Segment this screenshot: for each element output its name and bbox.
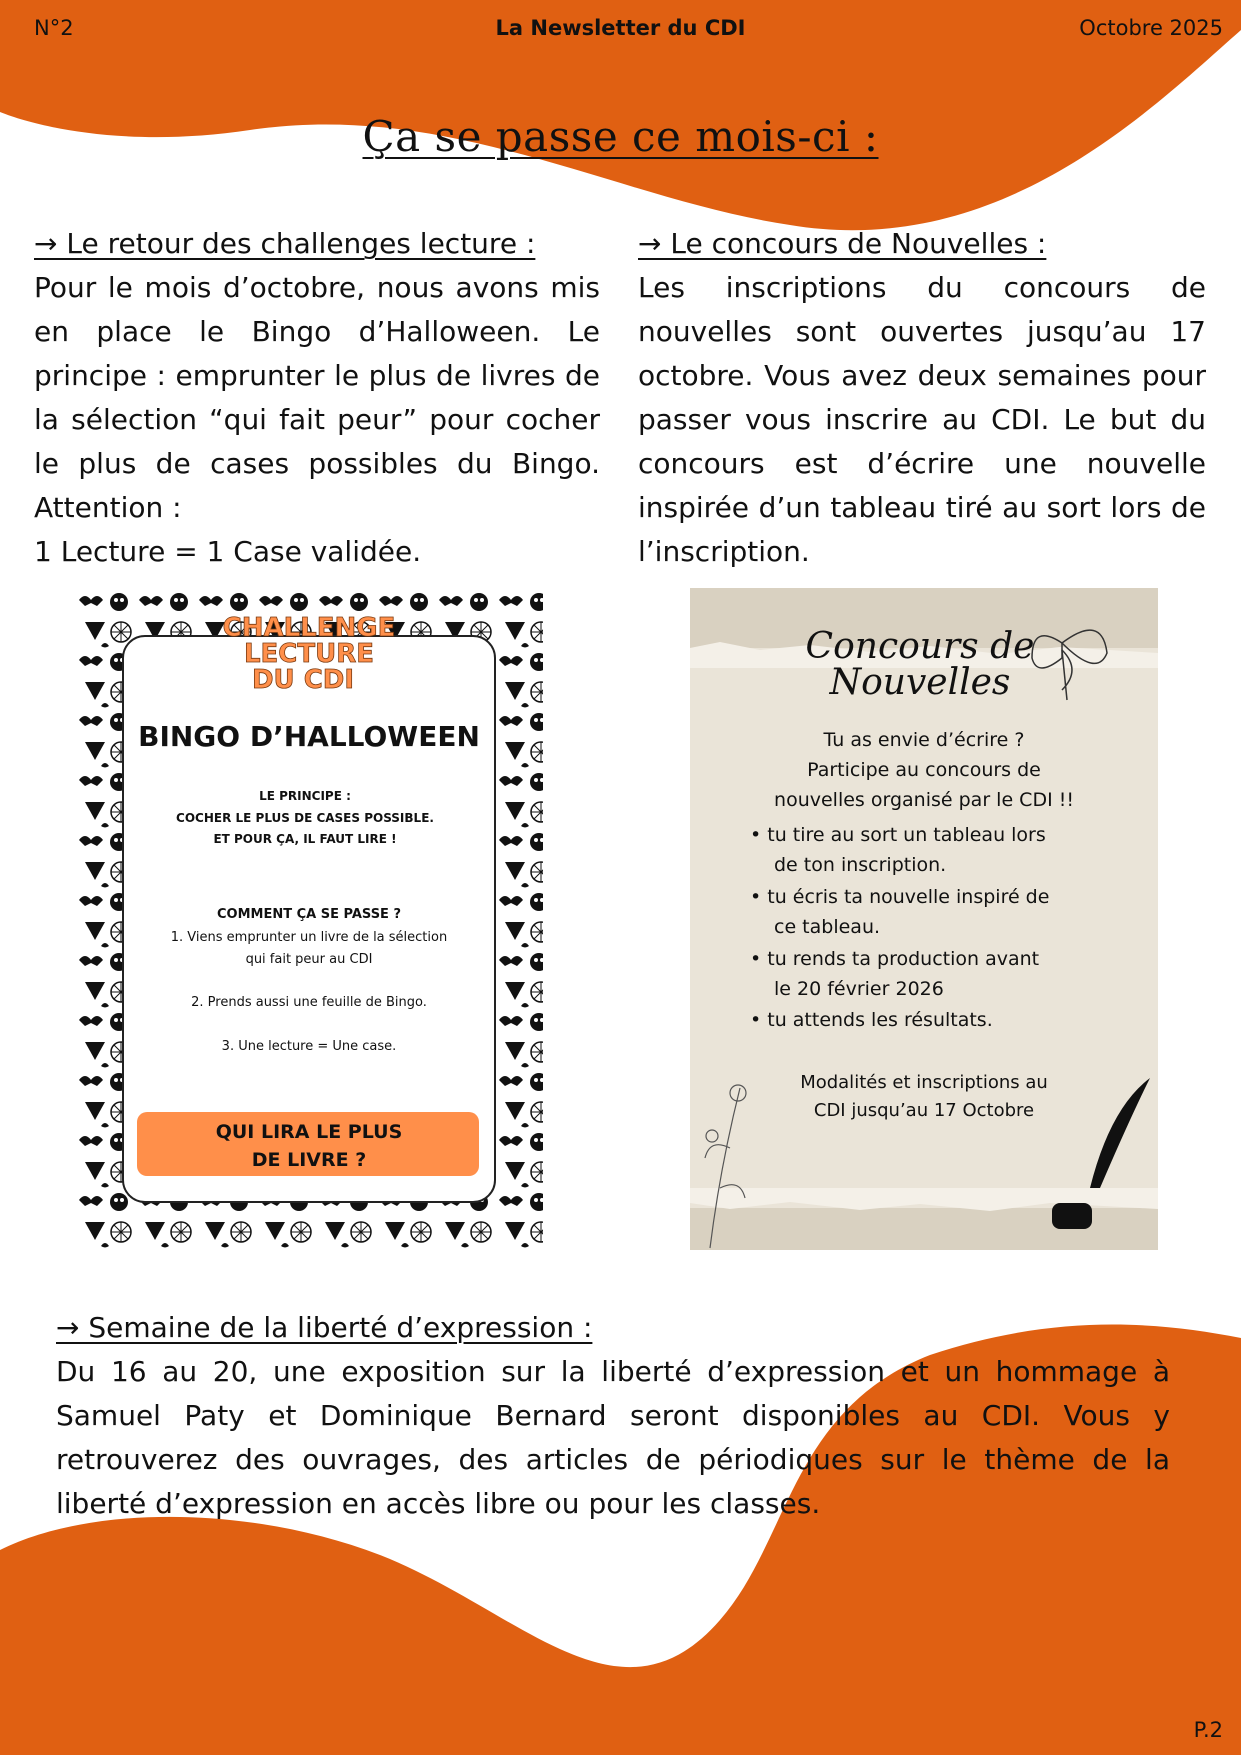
liberte-section xyxy=(56,1306,1170,1526)
challenges-rule: 1 Lecture = 1 Case validée. xyxy=(34,535,422,568)
bingo-badge-line: CHALLENGE xyxy=(222,613,396,643)
bingo-badge-line: LECTURE xyxy=(243,639,375,669)
bingo-badge-line: DU CDI xyxy=(251,665,355,695)
nouvelles-poster xyxy=(690,588,1158,1250)
concours-section xyxy=(638,222,1206,574)
bingo-step: 1. Viens emprunter un livre de la sélection xyxy=(170,930,448,945)
issue-date: Octobre 2025 xyxy=(1079,16,1223,40)
nouvelles-poster-art xyxy=(690,588,1158,1250)
bingo-principle-line: COCHER LE PLUS DE CASES POSSIBLE. xyxy=(176,811,434,825)
bingo-principle-line: ET POUR ÇA, IL FAUT LIRE ! xyxy=(213,832,397,846)
nouvelles-bullet: • tu rends ta production avant xyxy=(750,948,1040,970)
nouvelles-bullet: • tu écris ta nouvelle inspiré de xyxy=(750,886,1050,908)
page-title: Ça se passe ce mois-ci : xyxy=(362,112,879,161)
page-number: P.2 xyxy=(1193,1718,1223,1742)
nouvelles-bullet: de ton inscription. xyxy=(774,854,947,876)
nouvelles-bullet: le 20 février 2026 xyxy=(774,978,944,1000)
nouvelles-bullet: • tu tire au sort un tableau lors xyxy=(750,824,1046,846)
bingo-title: BINGO D’HALLOWEEN xyxy=(138,720,480,753)
bingo-step: 2. Prends aussi une feuille de Bingo. xyxy=(191,995,427,1010)
issue-number: N°2 xyxy=(34,16,74,40)
concours-heading: → Le concours de Nouvelles : xyxy=(638,227,1047,260)
liberte-heading: → Semaine de la liberté d’expression : xyxy=(56,1311,593,1344)
bingo-step: 3. Une lecture = Une case. xyxy=(221,1039,397,1054)
nouvelles-title-line: Concours de xyxy=(805,626,1035,667)
nouvelles-intro-line: Tu as envie d’écrire ? xyxy=(823,729,1025,751)
nouvelles-intro-line: Participe au concours de xyxy=(807,759,1041,781)
bingo-step: qui fait peur au CDI xyxy=(245,952,373,967)
liberte-body: Du 16 au 20, une exposition sur la liberté d’expression et un hommage à Samuel Paty et Dominique Bernard seront disponibles au CDI. Vous y retrouverez des ouvrages, des articles de périodiques sur le thème de la liberté d’expression en accès libre ou pour les classes. xyxy=(56,1355,1170,1520)
bingo-cta-line: DE LIVRE ? xyxy=(251,1149,367,1171)
challenges-section xyxy=(34,222,600,574)
concours-body: Les inscriptions du concours de nouvelles sont ouvertes jusqu’au 17 octobre. Vous avez deux semaines pour passer vous inscrire au CDI. Le but du concours est d’écrire une nouvelle inspirée d’un tableau tiré au sort lors de l’inscription. xyxy=(638,271,1206,568)
bingo-how-title: COMMENT ÇA SE PASSE ? xyxy=(217,907,401,922)
nouvelles-bullet: • tu attends les résultats. xyxy=(750,1009,993,1031)
nouvelles-title-line: Nouvelles xyxy=(829,662,1011,703)
nouvelles-footer-line: CDI jusqu’au 17 Octobre xyxy=(813,1100,1035,1121)
bingo-poster xyxy=(75,588,543,1250)
bingo-principle-line: LE PRINCIPE : xyxy=(259,789,351,803)
newsletter-title: La Newsletter du CDI xyxy=(495,16,746,40)
nouvelles-footer-line: Modalités et inscriptions au xyxy=(800,1072,1048,1093)
challenges-heading: → Le retour des challenges lecture : xyxy=(34,227,536,260)
challenges-body: Pour le mois d’octobre, nous avons mis en place le Bingo d’Halloween. Le principe : emprunter le plus de livres de la sélection “qui fait peur” pour cocher le plus de cases possibles du Bingo. Attention : xyxy=(34,271,600,524)
nouvelles-bullet: ce tableau. xyxy=(774,916,881,938)
bingo-cta-line: QUI LIRA LE PLUS xyxy=(215,1121,403,1143)
nouvelles-intro-line: nouvelles organisé par le CDI !! xyxy=(774,789,1074,811)
bingo-poster-art xyxy=(75,588,543,1250)
